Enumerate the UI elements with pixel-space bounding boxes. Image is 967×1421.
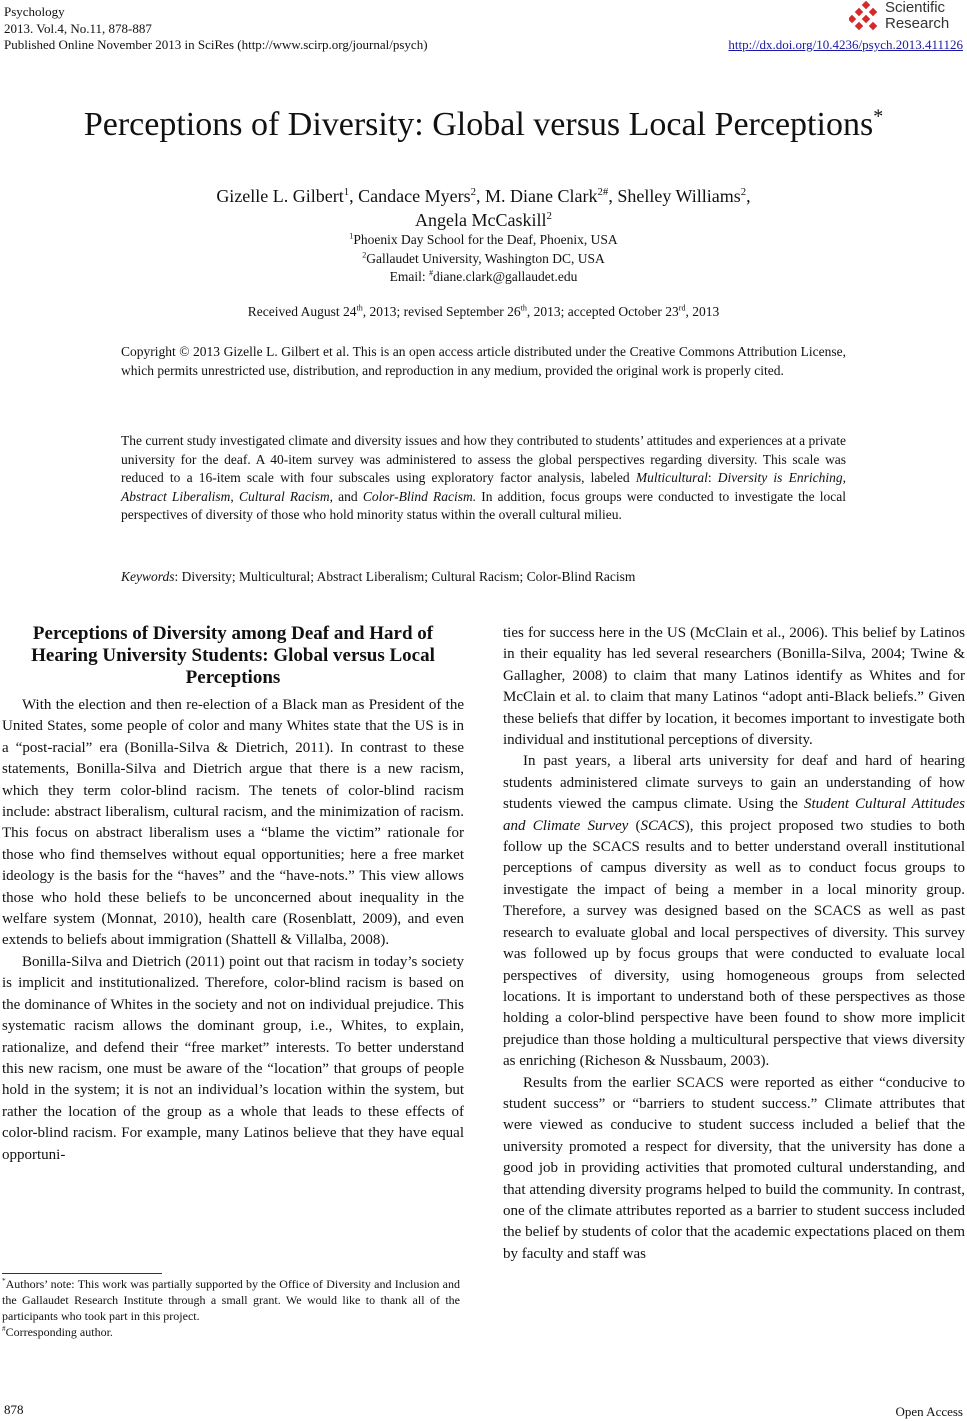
section-heading: Perceptions of Diversity among Deaf and Hard of Hearing University Students: Global versus Local Perceptions	[31, 623, 435, 688]
keywords-label: Keywords	[121, 569, 175, 584]
submission-dates: Received August 24th, 2013; revised September 26th, 2013; accepted October 23rd, 2013	[247, 303, 720, 319]
affiliations	[0, 231, 967, 287]
logo-line-1: Scientific	[885, 0, 946, 16]
keywords	[121, 568, 846, 587]
journal-volume: 2013. Vol.4, No.11, 878-887	[4, 20, 152, 36]
publisher-logo	[849, 0, 961, 36]
right-paragraph-1: ties for success here in the US (McClain et al., 2006). This belief by Latinos in their equality has led several researchers (Bonilla-Silva, 2004; Twine & Gallagher, 2008) to claim that many Latinos identify as Whites and for McClain et al. to claim that many Latinos “adopt anti-Black beliefs.” Given these beliefs that differ by location, it becomes important to investigate both individual and institutional perceptions of diversity.	[503, 625, 965, 749]
footnote-2: #Corresponding author.	[2, 1325, 113, 1339]
right-paragraph-3: Results from the earlier SCACS were reported as either “conducive to student success” or “barriers to student success.” Climate attributes that were viewed as conducive to student success included a belief that the university promoted a respect for diversity, that the university has done a good job in providing activities that promoted cultural understanding, and that attending diversity programs helped to build the community. In contrast, one of the climate attributes reported as a barrier to student success included the belief by students of color that the academic expectations placed on them by faculty and staff was	[503, 1074, 965, 1262]
footnotes	[2, 1276, 460, 1340]
footnote-rule	[2, 1273, 162, 1274]
abstract: The current study investigated climate and diversity issues and how they contributed to students’ attitudes and experiences at a private university for the deaf. A 40-item survey was administered to assess the global perspectives regarding diversity. This scale was reduced to a 16-item scale with four subscales using exploratory factor analysis, labeled Multicultural: Diversity is Enriching, Abstract Liberalism, Cultural Racism, and Color-Blind Racism. In addition, focus groups were conducted to investigate the local perspectives of diversity of those who hold minority status within the overall cultural milieu.	[121, 433, 846, 522]
affiliation-2: $^2$Gallaudet University, Washington DC, USA	[362, 250, 605, 266]
title-footnote-mark: *	[873, 105, 884, 128]
running-header	[4, 4, 428, 54]
page-number: 878	[4, 1402, 24, 1417]
copyright-notice: Copyright © 2013 Gizelle L. Gilbert et al. This is an open access article distributed under the Creative Commons Attribution License, which permits unrestricted use, distribution, and reproduction in any medium, provided the original work is properly cited.	[121, 344, 846, 378]
open-access-label: Open Access	[895, 1404, 963, 1419]
article-title: Perceptions of Diversity: Global versus Local Perceptions*	[83, 105, 884, 143]
footnote-1: *Authors’ note: This work was partially supported by the Office of Diversity and Inclusion and the Gallaudet Research Institute through a small grant. We would like to thank all of the participants who took part in this project.	[2, 1277, 460, 1323]
left-paragraph-2: Bonilla-Silva and Dietrich (2011) point out that racism in today’s society is implicit and institutionalized. Therefore, color-blind racism is based on the dominance of Whites in the society and not on individual prejudice. This systematic racism allows the dominant group, i.e., Whites, to explain, rationalize, and defend their “free market” interests. To better understand this new racism, one must be aware of the “location” that groups of people hold in the system; it is not an individual’s location within the system, but rather the location of the group as a whole that leads to these effects of color-blind racism. For example, many Latinos believe that they have equal opportuni-	[2, 953, 464, 1163]
left-column	[2, 623, 464, 1166]
author-list: Gizelle L. Gilbert$^1$, Candace Myers$^2$, M. Diane Clark$^{2\#}$, Shelley Williams$^2$, Angela McCaskill$^2$	[216, 186, 751, 230]
journal-name: Psychology	[4, 4, 65, 19]
publication-info: Published Online November 2013 in SciRes (http://www.scirp.org/journal/psych)	[4, 37, 428, 52]
diamond-cluster-icon	[849, 1, 883, 35]
affiliation-1: $^1$Phoenix Day School for the Deaf, Phoenix, USA	[349, 231, 618, 247]
logo-line-2: Research	[885, 15, 950, 32]
contact-email: Email: #diane.clark@gallaudet.edu	[389, 268, 578, 284]
right-column	[503, 623, 965, 1265]
keywords-text: : Diversity; Multicultural; Abstract Liberalism; Cultural Racism; Color-Blind Racism	[174, 569, 636, 584]
left-paragraph-1: With the election and then re-election of a Black man as President of the United States, some people of color and many Whites state that the US is in a “post-racial” era (Bonilla-Silva & Dietrich, 2011). In contrast to these statements, Bonilla-Silva and Dietrich argue that there is a new racism, which they term color-blind racism. The tenets of color-blind racism include: abstract liberalism, cultural racism, and the minimization of racism. This focus on abstract liberalism uses a “blame the victim” rationale for those who find themselves without equal opportunities; here a free market ideology is the basis for the “haves” and the “have-nots.” This view allows those who hold these beliefs to be unconcerned about inequality in the welfare system (Monnat, 2010), health care (Rosenblatt, 2009), and even extends to beliefs about immigration (Shattell & Villalba, 2008).	[2, 697, 464, 949]
doi-link[interactable]: http://dx.doi.org/10.4236/psych.2013.411126	[728, 37, 963, 52]
right-paragraph-2: In past years, a liberal arts university for deaf and hard of hearing students administered climate surveys to gain an understanding of how students viewed the campus climate. Using the Student Cultural Attitudes and Climate Survey (SCACS), this project proposed two studies to both follow up the SCACS results and to better understand overall institutional perceptions of campus diversity as well as to conduct focus groups to investigate the impact of being a member in a local minority group. Therefore, a survey was designed based on the SCACS as well as past research to evaluate global and local perspectives of diversity. This survey was followed up by focus groups that were conducted to evaluate local perspectives of diversity, using homogeneous groups from selected locations. It is important to understand both of these perspectives as those holding a color-blind perspective have been found to show more implicit prejudice than those holding a multicultural perspective that views diversity as enriching (Richeson & Nussbaum, 2003).	[503, 753, 965, 1070]
